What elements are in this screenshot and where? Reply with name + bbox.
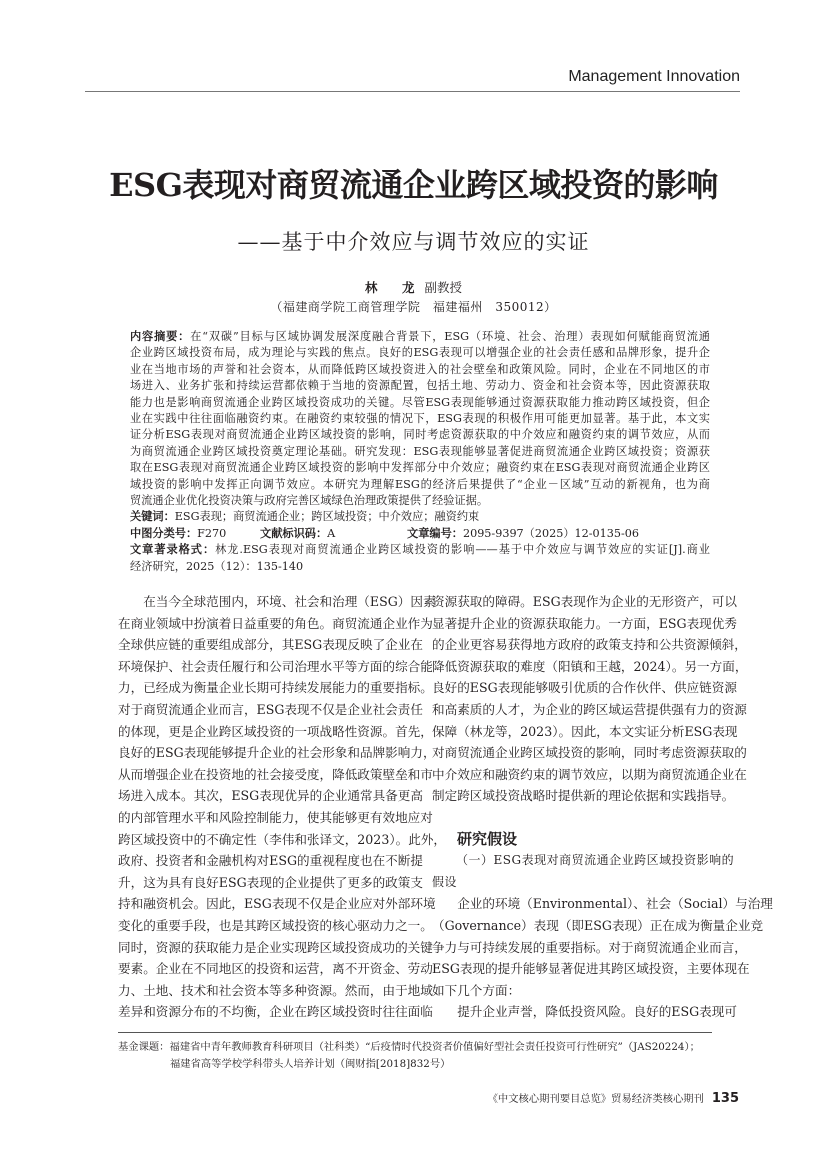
body-line: 保障（林龙等，2023）。因此，本文实证分析ESG表现 <box>432 723 738 739</box>
page-footer <box>488 1090 739 1106</box>
body-line: 持和融资机会。因此，ESG表现不仅是企业应对外部环境 <box>118 896 436 912</box>
abstract-line: 能力也是影响商贸流通企业跨区域投资成功的关键。尽管ESG表现能够通过资源获取能力推动跨区域投资，但企 <box>130 395 710 409</box>
body-line: 全球供应链的重要组成部分，其ESG表现反映了企业在 <box>118 637 423 653</box>
abstract-line: 为商贸流通企业跨区域投资奠定理论基础。研究发现：ESG表现能够显著促进商贸流通企业跨区域投资；资源获 <box>130 444 710 458</box>
abstract-line: 业在实践中往往面临融资约束。在融资约束较强的情况下，ESG表现的积极作用可能更加显著。基于此，本文实 <box>130 412 710 426</box>
body-line: 的内部管理水平和风险控制能力，使其能够更有效地应对 <box>118 809 433 825</box>
paragraph <box>432 591 748 807</box>
keywords-label: 关键词： <box>130 510 175 524</box>
author-line <box>0 278 827 296</box>
section-heading: 研究假设 <box>457 829 518 848</box>
spacer <box>432 807 722 829</box>
paragraph <box>432 1001 737 1023</box>
clc-code: F270 <box>197 526 227 540</box>
body-line: 制定跨区域投资战略时提供新的理论依据和实践指导。 <box>432 788 735 804</box>
journal-section-header: Management Innovation <box>568 68 740 85</box>
body-line: 力，已经成为衡量企业长期可持续发展能力的重要指标。 <box>118 680 433 696</box>
body-line: ESG表现的提升能够显著促进其跨区域投资，主要体现在 <box>432 961 750 977</box>
body-line: （Governance）表现（即ESG表现）正在成为衡量企业竞 <box>432 917 764 933</box>
paragraph <box>432 850 735 893</box>
body-line: 对于商贸流通企业而言，ESG表现不仅是企业社会责任 <box>118 701 423 717</box>
body-line: 资源获取的障碍。ESG表现作为企业的无形资产，可以 <box>432 594 737 609</box>
abstract-line <box>130 329 710 345</box>
paragraph <box>130 345 710 509</box>
doc-code: A <box>327 526 336 540</box>
journal-index-note: 《中文核心期刊要目总览》贸易经济类核心期刊 <box>487 1093 704 1105</box>
body-line: 变化的重要手段，也是其跨区域投资的核心驱动力之一。 <box>118 917 433 933</box>
keywords-row <box>130 509 710 525</box>
keywords: ESG表现；商贸流通企业；跨区域投资；中介效应；融资约束 <box>174 510 480 524</box>
body-line: 和高素质的人才，为企业的跨区域运营提供强有力的资源 <box>432 701 747 717</box>
subsection-heading-line: （一）ESG表现对商贸流通企业跨区域投资影响的 <box>456 853 735 868</box>
body-line: 中介效应和融资约束的调节效应，以期为商贸流通企业在 <box>432 766 747 782</box>
body-line: 降低资源获取的难度（阳镇和王越，2024）。另一方面， <box>432 658 748 674</box>
body-line: 同时，资源的获取能力是企业实现跨区域投资成功的关键 <box>118 939 433 955</box>
page-number: 135 <box>711 1091 739 1106</box>
body-line: 的体现，更是企业跨区域投资的一项战略性资源。首先， <box>118 723 433 739</box>
funding-label: 基金课题： <box>118 1041 170 1053</box>
body-line: 在商业领域中扮演着日益重要的角色。商贸流通企业作为 <box>118 615 433 631</box>
abstract-line: 取在ESG表现对商贸流通企业跨区域投资的影响中发挥部分中介效应；融资约束在ESG表现对商贸流通企业跨区 <box>130 461 710 475</box>
citation-text: 林龙.ESG表现对商贸流通企业跨区域投资的影响——基于中介效应与调节效应的实证[J].商业 <box>215 543 710 557</box>
abstract-block <box>130 329 710 575</box>
abstract-line: 企业跨区域投资布局，成为理论与实践的焦点。良好的ESG表现可以增强企业的社会责任感和品牌形象，提升企 <box>130 346 710 360</box>
body-line: 要素。企业在不同地区的投资和运营，离不开资金、劳动 <box>118 961 433 977</box>
body-line: 争力与可持续发展的重要指标。对于商贸流通企业而言， <box>432 939 747 955</box>
citation-line: 经济研究，2025（12）：135-140 <box>130 559 304 573</box>
header-rule <box>85 91 740 92</box>
body-line: 跨区域投资中的不确定性（李伟和张译文，2023）。此外， <box>118 831 447 847</box>
article-no-label: 文章编号： <box>407 526 463 540</box>
body-line: 力、土地、技术和社会资本等多种资源。然而，由于地域 <box>118 982 433 998</box>
body-line: 升，这为具有良好ESG表现的企业提供了更多的政策支 <box>118 874 423 890</box>
body-line: 显著提升企业的资源获取能力。一方面，ESG表现优秀 <box>432 615 737 631</box>
abstract-text: 在“双碳”目标与区域协调发展深度融合背景下，ESG（环境、社会、治理）表现如何赋能商贸流通 <box>190 330 710 343</box>
subsection-heading-line: 假设 <box>432 874 458 889</box>
body-line: 政府、投资者和金融机构对ESG的重视程度也在不断提 <box>118 853 423 869</box>
classification-row <box>130 526 710 542</box>
body-line: 在当今全球范围内，环境、社会和治理（ESG）因素 <box>143 594 436 609</box>
doc-code-label: 文献标识码： <box>260 526 328 540</box>
abstract-line: 域投资的影响中发挥正向调节效应。本研究为理解ESG的经济后果提供了“企业－区域”互动的新视角，也为商 <box>130 477 710 491</box>
body-line: 企业的环境（Environmental）、社会（Social）与治理 <box>457 896 773 912</box>
article-no: 2095-9397（2025）12-0135-06 <box>462 526 640 540</box>
body-line: 良好的ESG表现能够提升企业的社会形象和品牌影响力， <box>118 745 436 761</box>
abstract-line: 证分析ESG表现对商贸流通企业跨区域投资的影响，同时考虑资源获取的中介效应和融资约束的调节效应，从而 <box>130 428 710 442</box>
body-line: 如下几个方面： <box>432 982 521 998</box>
abstract-label: 内容摘要： <box>130 330 191 343</box>
body-line: 从而增强企业在投资地的社会接受度，降低政策壁垒和市 <box>118 766 433 782</box>
body-line: 环境保护、社会责任履行和公司治理水平等方面的综合能 <box>118 658 433 674</box>
clc-label: 中图分类号： <box>130 526 198 540</box>
body-line: 对商贸流通企业跨区域投资的影响，同时考虑资源获取的 <box>432 745 747 761</box>
body-line: 提升企业声誉，降低投资风险。良好的ESG表现可 <box>457 1004 737 1020</box>
paragraph <box>432 893 773 1001</box>
author-rank: 副教授 <box>424 280 462 295</box>
article-subtitle: ——基于中介效应与调节效应的实证 <box>237 230 590 254</box>
article-title: ESG表现对商贸流通企业跨区域投资的影响 <box>109 166 718 204</box>
footnote-rule <box>118 1032 712 1033</box>
body-right-column <box>432 591 773 1023</box>
author-affiliation: （福建商学院工商管理学院 福建福州 350012） <box>270 300 557 314</box>
citation-label: 文章著录格式： <box>130 543 216 557</box>
body-line: 的企业更容易获得地方政府的政策支持和公共资源倾斜， <box>432 637 747 653</box>
abstract-line: 业在当地市场的声誉和社会资本，从而降低跨区域投资进入的社会壁垒和政策风险。同时，企业在不同地区的市 <box>130 362 710 376</box>
abstract-line: 贸流通企业优化投资决策与政府完善区域绿色治理政策提供了经验证据。 <box>130 494 489 508</box>
body-line: 差异和资源分布的不均衡，企业在跨区域投资时往往面临 <box>118 1004 433 1020</box>
funding-note <box>118 1039 700 1073</box>
abstract-line: 场进入、业务扩张和持续运营都依赖于当地的资源配置，包括土地、劳动力、资金和社会资本等，因此资源获取 <box>130 379 710 393</box>
author-name: 林 龙 <box>364 280 421 295</box>
funding-line: 福建省高等学校学科带头人培养计划（闽财指[2018]832号） <box>170 1058 451 1070</box>
citation-line <box>130 542 710 558</box>
body-line: 场进入成本。其次，ESG表现优异的企业通常具备更高 <box>118 788 423 804</box>
body-line: 良好的ESG表现能够吸引优质的合作伙伴、供应链资源 <box>432 680 737 696</box>
funding-line: 福建省中青年教师教育科研项目（社科类）“后疫情时代投资者价值偏好型社会责任投资可行性研究”（JAS20224）； <box>169 1041 700 1053</box>
